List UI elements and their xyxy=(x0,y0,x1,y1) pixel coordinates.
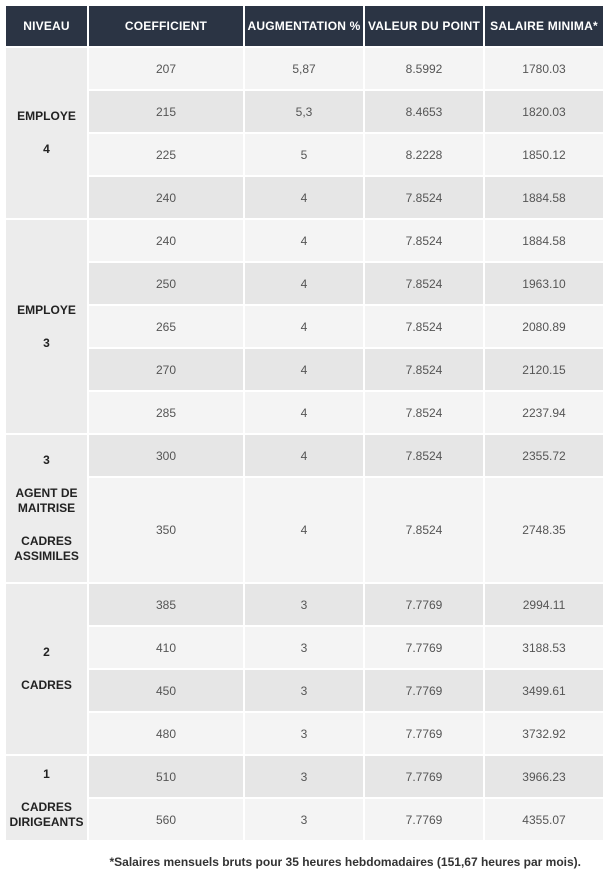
augmentation-cell: 4 xyxy=(245,349,363,390)
salaire-minima-cell: 2994.11 xyxy=(485,584,603,625)
table-row xyxy=(6,263,603,304)
valeur-point-cell: 7.7769 xyxy=(365,670,483,711)
salaire-minima-cell: 2748.35 xyxy=(485,478,603,582)
valeur-point-cell: 7.8524 xyxy=(365,435,483,476)
level-spacer xyxy=(6,124,87,142)
augmentation-cell: 5,3 xyxy=(245,91,363,132)
augmentation-cell: 4 xyxy=(245,220,363,261)
table-row xyxy=(6,670,603,711)
valeur-point-cell: 7.7769 xyxy=(365,713,483,754)
valeur-point-cell: 7.8524 xyxy=(365,263,483,304)
table-row xyxy=(6,220,603,261)
level-label-line: ASSIMILES xyxy=(14,549,79,563)
level-cell xyxy=(6,220,87,433)
level-label-line: MAITRISE xyxy=(17,501,76,515)
coefficient-cell: 285 xyxy=(89,392,243,433)
salary-grid-table xyxy=(4,4,605,842)
table-row xyxy=(6,756,603,797)
augmentation-cell: 3 xyxy=(245,799,363,840)
salaire-minima-cell: 3966.23 xyxy=(485,756,603,797)
salaire-minima-cell: 2355.72 xyxy=(485,435,603,476)
table-row xyxy=(6,435,603,476)
valeur-point-cell: 7.8524 xyxy=(365,392,483,433)
level-label-line: DIRIGEANTS xyxy=(9,814,84,829)
augmentation-cell: 3 xyxy=(245,713,363,754)
valeur-point-cell: 7.8524 xyxy=(365,306,483,347)
coefficient-cell: 385 xyxy=(89,584,243,625)
table-row xyxy=(6,584,603,625)
coefficient-cell: 270 xyxy=(89,349,243,390)
salaire-minima-cell: 1780.03 xyxy=(485,48,603,89)
table-row xyxy=(6,478,603,582)
coefficient-cell: 215 xyxy=(89,91,243,132)
table-row xyxy=(6,799,603,840)
table-row xyxy=(6,134,603,175)
level-label-line: 4 xyxy=(43,142,50,156)
level-spacer xyxy=(6,318,87,336)
level-spacer xyxy=(6,516,87,534)
valeur-point-cell: 8.5992 xyxy=(365,48,483,89)
level-cell xyxy=(6,584,87,754)
salaire-minima-cell: 1884.58 xyxy=(485,177,603,218)
coefficient-cell: 480 xyxy=(89,713,243,754)
augmentation-cell: 4 xyxy=(245,392,363,433)
salaire-minima-cell: 1850.12 xyxy=(485,134,603,175)
table-row xyxy=(6,306,603,347)
level-label-line: 2 xyxy=(43,645,50,659)
level-cell xyxy=(6,756,87,840)
table-row xyxy=(6,91,603,132)
level-label-line: EMPLOYE xyxy=(17,302,76,317)
table-row xyxy=(6,392,603,433)
augmentation-cell: 3 xyxy=(245,627,363,668)
coefficient-cell: 250 xyxy=(89,263,243,304)
level-label-line: 3 xyxy=(43,335,50,350)
coefficient-cell: 300 xyxy=(89,435,243,476)
header-niveau: NIVEAU xyxy=(6,6,87,46)
augmentation-cell: 4 xyxy=(245,177,363,218)
table-body xyxy=(6,48,603,840)
level-label-line: CADRES xyxy=(21,678,72,692)
augmentation-cell: 4 xyxy=(245,306,363,347)
salaire-minima-cell: 2080.89 xyxy=(485,306,603,347)
salaire-minima-cell: 2237.94 xyxy=(485,392,603,433)
table-row xyxy=(6,48,603,89)
salaire-minima-cell: 2120.15 xyxy=(485,349,603,390)
header-augmentation: AUGMENTATION % xyxy=(245,6,363,46)
level-cell xyxy=(6,48,87,218)
augmentation-cell: 3 xyxy=(245,584,363,625)
valeur-point-cell: 7.8524 xyxy=(365,177,483,218)
salaire-minima-cell: 3732.92 xyxy=(485,713,603,754)
augmentation-cell: 5 xyxy=(245,134,363,175)
level-spacer xyxy=(6,782,87,800)
coefficient-cell: 510 xyxy=(89,756,243,797)
valeur-point-cell: 8.2228 xyxy=(365,134,483,175)
salaire-minima-cell: 4355.07 xyxy=(485,799,603,840)
coefficient-cell: 225 xyxy=(89,134,243,175)
valeur-point-cell: 7.7769 xyxy=(365,756,483,797)
level-cell xyxy=(6,435,87,582)
coefficient-cell: 410 xyxy=(89,627,243,668)
valeur-point-cell: 7.7769 xyxy=(365,799,483,840)
coefficient-cell: 450 xyxy=(89,670,243,711)
augmentation-cell: 4 xyxy=(245,263,363,304)
level-label-line: 1 xyxy=(43,766,50,781)
salaire-minima-cell: 1884.58 xyxy=(485,220,603,261)
level-label-line: AGENT DE xyxy=(15,486,78,500)
coefficient-cell: 560 xyxy=(89,799,243,840)
coefficient-cell: 265 xyxy=(89,306,243,347)
augmentation-cell: 4 xyxy=(245,435,363,476)
augmentation-cell: 3 xyxy=(245,670,363,711)
level-spacer xyxy=(6,660,87,678)
level-label-line: EMPLOYE xyxy=(17,109,76,123)
coefficient-cell: 350 xyxy=(89,478,243,582)
header-row xyxy=(6,6,603,46)
salaire-minima-cell: 1820.03 xyxy=(485,91,603,132)
salaire-minima-cell: 3499.61 xyxy=(485,670,603,711)
table-row xyxy=(6,349,603,390)
table-row xyxy=(6,177,603,218)
coefficient-cell: 207 xyxy=(89,48,243,89)
valeur-point-cell: 7.8524 xyxy=(365,349,483,390)
level-label-line: CADRES xyxy=(21,534,72,548)
coefficient-cell: 240 xyxy=(89,220,243,261)
header-valeur-du-point: VALEUR DU POINT xyxy=(365,6,483,46)
augmentation-cell: 5,87 xyxy=(245,48,363,89)
table-row xyxy=(6,713,603,754)
footnote: *Salaires mensuels bruts pour 35 heures hebdomadaires (151,67 heures par mois). xyxy=(4,842,601,882)
table-row xyxy=(6,627,603,668)
header-coefficient: COEFFICIENT xyxy=(89,6,243,46)
augmentation-cell: 4 xyxy=(245,478,363,582)
level-spacer xyxy=(6,468,87,486)
coefficient-cell: 240 xyxy=(89,177,243,218)
level-label-line: 3 xyxy=(43,453,50,467)
valeur-point-cell: 7.8524 xyxy=(365,220,483,261)
valeur-point-cell: 7.7769 xyxy=(365,627,483,668)
augmentation-cell: 3 xyxy=(245,756,363,797)
header-salaire-minima: SALAIRE MINIMA* xyxy=(485,6,603,46)
valeur-point-cell: 7.8524 xyxy=(365,478,483,582)
salaire-minima-cell: 1963.10 xyxy=(485,263,603,304)
level-label-line: CADRES xyxy=(21,799,72,814)
valeur-point-cell: 8.4653 xyxy=(365,91,483,132)
salaire-minima-cell: 3188.53 xyxy=(485,627,603,668)
valeur-point-cell: 7.7769 xyxy=(365,584,483,625)
